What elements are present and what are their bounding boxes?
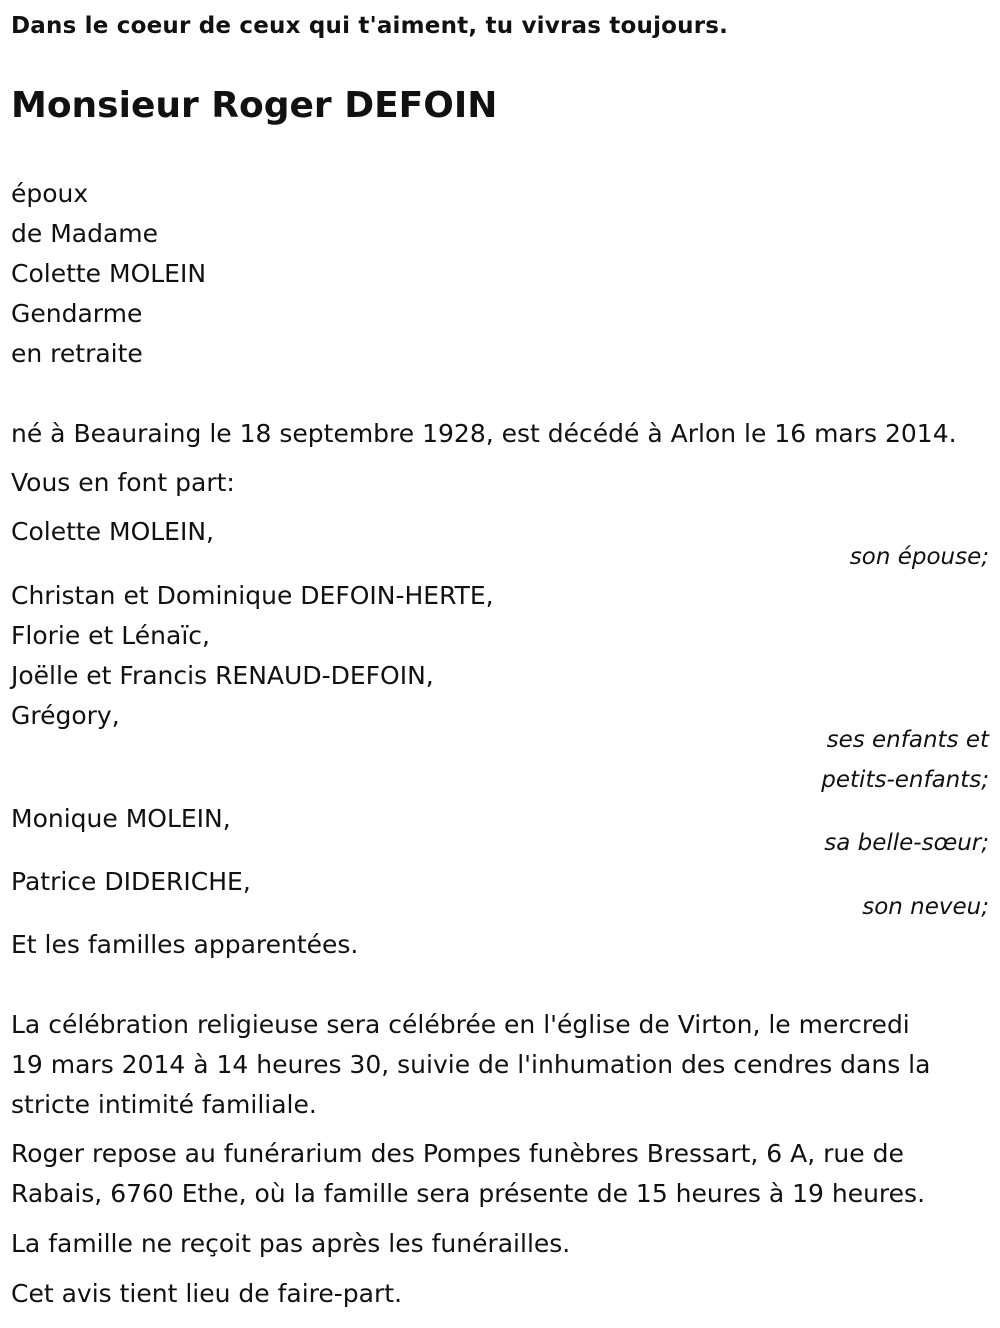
description-line: de Madame [11, 219, 159, 248]
family-member-name: Monique MOLEIN, [11, 804, 231, 833]
ceremony-line: stricte intimité familiale. [11, 1090, 317, 1119]
funeral-home-line: Rabais, 6760 Ethe, où la famille sera présente de 15 heures à 19 heures. [11, 1179, 926, 1208]
family-member-name: Grégory, [11, 701, 120, 730]
families-line: Et les familles apparentées. [11, 930, 359, 959]
family-member-name: Joëlle et Francis RENAUD-DEFOIN, [11, 661, 434, 690]
description-line: en retraite [11, 339, 143, 368]
family-relation: son épouse; [849, 544, 989, 570]
no-visits-line: La famille ne reçoit pas après les funérailles. [11, 1229, 571, 1258]
family-relation: son neveu; [862, 894, 989, 920]
motto-heading: Dans le coeur de ceux qui t'aiment, tu vivras toujours. [11, 13, 729, 39]
family-relation: petits-enfants; [821, 767, 989, 793]
funeral-home-line: Roger repose au funérarium des Pompes funèbres Bressart, 6 A, rue de [11, 1139, 904, 1168]
birth-death-line: né à Beauraing le 18 septembre 1928, est décédé à Arlon le 16 mars 2014. [11, 419, 957, 448]
description-line: Gendarme [11, 299, 143, 328]
announcement-intro: Vous en font part: [11, 468, 235, 497]
family-member-name: Florie et Lénaïc, [11, 621, 210, 650]
deceased-name: Monsieur Roger DEFOIN [11, 85, 498, 126]
description-line: époux [11, 179, 89, 208]
family-relation: sa belle-sœur; [824, 830, 989, 856]
family-member-name: Colette MOLEIN, [11, 517, 215, 546]
ceremony-line: 19 mars 2014 à 14 heures 30, suivie de l'inhumation des cendres dans la [11, 1050, 931, 1079]
ceremony-line: La célébration religieuse sera célébrée en l'église de Virton, le mercredi [11, 1010, 910, 1039]
family-relation: ses enfants et [826, 727, 989, 753]
description-line: Colette MOLEIN [11, 259, 207, 288]
notice-line: Cet avis tient lieu de faire-part. [11, 1279, 403, 1308]
family-member-name: Christan et Dominique DEFOIN-HERTE, [11, 581, 494, 610]
family-member-name: Patrice DIDERICHE, [11, 867, 251, 896]
